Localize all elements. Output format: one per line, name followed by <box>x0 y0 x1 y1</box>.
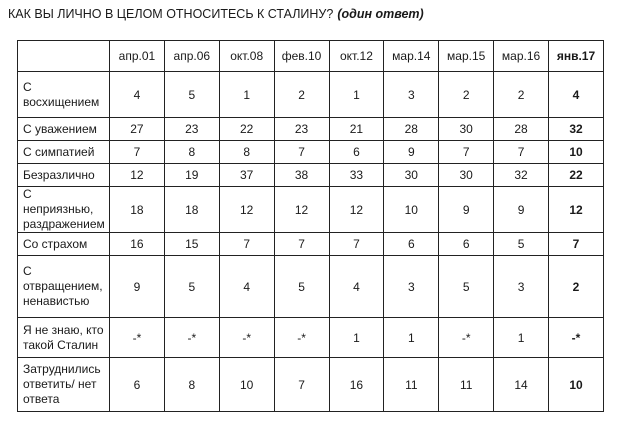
table-cell: 30 <box>439 164 494 187</box>
table-cell: 6 <box>329 141 384 164</box>
table-row <box>18 164 604 187</box>
row-label: С симпатией <box>18 141 110 164</box>
table-cell: 5 <box>164 256 219 318</box>
table-cell: 16 <box>110 233 165 256</box>
column-header: мар.16 <box>494 41 549 72</box>
table-cell: 3 <box>384 72 439 118</box>
column-header: апр.06 <box>164 41 219 72</box>
table-cell: -* <box>274 318 329 358</box>
table-cell: 14 <box>494 358 549 412</box>
table-cell: 7 <box>274 358 329 412</box>
table-cell: 7 <box>110 141 165 164</box>
column-header: янв.17 <box>549 41 604 72</box>
table-cell: 5 <box>274 256 329 318</box>
column-header: фев.10 <box>274 41 329 72</box>
table-row <box>18 233 604 256</box>
table-cell: 7 <box>439 141 494 164</box>
table-cell: -* <box>219 318 274 358</box>
survey-table <box>17 40 604 412</box>
table-cell: 4 <box>110 72 165 118</box>
table-cell: 28 <box>494 118 549 141</box>
table-cell: 4 <box>549 72 604 118</box>
table-cell: 2 <box>549 256 604 318</box>
table-cell: 2 <box>439 72 494 118</box>
table-cell: 12 <box>549 187 604 233</box>
table-cell: 5 <box>494 233 549 256</box>
table-cell: 2 <box>274 72 329 118</box>
table-cell: 22 <box>549 164 604 187</box>
table-cell: 9 <box>110 256 165 318</box>
table-cell: 38 <box>274 164 329 187</box>
table-cell: 5 <box>439 256 494 318</box>
table-body <box>18 72 604 412</box>
table-cell: 10 <box>549 358 604 412</box>
table-cell: 10 <box>384 187 439 233</box>
table-cell: 3 <box>384 256 439 318</box>
table-cell: 8 <box>219 141 274 164</box>
table-cell: 1 <box>384 318 439 358</box>
table-row <box>18 72 604 118</box>
table-cell: 7 <box>329 233 384 256</box>
question-text: КАК ВЫ ЛИЧНО В ЦЕЛОМ ОТНОСИТЕСЬ К СТАЛИНУ? <box>8 7 334 21</box>
table-cell: 6 <box>384 233 439 256</box>
column-header: окт.12 <box>329 41 384 72</box>
table-cell: 37 <box>219 164 274 187</box>
page-title <box>8 7 424 21</box>
table-cell: 4 <box>219 256 274 318</box>
question-note: (один ответ) <box>337 7 424 21</box>
table-cell: 2 <box>494 72 549 118</box>
table-cell: 30 <box>384 164 439 187</box>
table-cell: 5 <box>164 72 219 118</box>
table-cell: 11 <box>384 358 439 412</box>
table-row <box>18 141 604 164</box>
table-cell: 12 <box>110 164 165 187</box>
table-cell: 8 <box>164 141 219 164</box>
row-label: С восхищением <box>18 72 110 118</box>
table-cell: 6 <box>110 358 165 412</box>
table-cell: 12 <box>329 187 384 233</box>
table-cell: 11 <box>439 358 494 412</box>
table-cell: 10 <box>549 141 604 164</box>
table-cell: 7 <box>274 141 329 164</box>
column-header: апр.01 <box>110 41 165 72</box>
table-cell: 9 <box>439 187 494 233</box>
table-cell: 9 <box>494 187 549 233</box>
table-cell: 7 <box>549 233 604 256</box>
table-cell: 4 <box>329 256 384 318</box>
table-cell: 10 <box>219 358 274 412</box>
table-cell: 18 <box>164 187 219 233</box>
table-cell: 23 <box>274 118 329 141</box>
table-cell: 1 <box>494 318 549 358</box>
table-cell: -* <box>549 318 604 358</box>
table-cell: 32 <box>494 164 549 187</box>
table-cell: 8 <box>164 358 219 412</box>
table-cell: 21 <box>329 118 384 141</box>
table-cell: 23 <box>164 118 219 141</box>
corner-cell <box>18 41 110 72</box>
column-header: мар.14 <box>384 41 439 72</box>
table-cell: 9 <box>384 141 439 164</box>
table-cell: 32 <box>549 118 604 141</box>
table-cell: -* <box>110 318 165 358</box>
row-label: С уважением <box>18 118 110 141</box>
table-row <box>18 187 604 233</box>
table-cell: 7 <box>494 141 549 164</box>
table-cell: 27 <box>110 118 165 141</box>
table-cell: 7 <box>219 233 274 256</box>
row-label: Затруднились ответить/ нет ответа <box>18 358 110 412</box>
column-header: окт.08 <box>219 41 274 72</box>
table-cell: 6 <box>439 233 494 256</box>
table-cell: 12 <box>274 187 329 233</box>
table-row <box>18 118 604 141</box>
table-cell: 28 <box>384 118 439 141</box>
header-row <box>18 41 604 72</box>
table-cell: 33 <box>329 164 384 187</box>
table-cell: 1 <box>329 318 384 358</box>
table-row <box>18 318 604 358</box>
column-header: мар.15 <box>439 41 494 72</box>
row-label: С неприязнью, раздражением <box>18 187 110 233</box>
table-cell: -* <box>164 318 219 358</box>
table-cell: 12 <box>219 187 274 233</box>
table-cell: 19 <box>164 164 219 187</box>
table-cell: 16 <box>329 358 384 412</box>
table-cell: 3 <box>494 256 549 318</box>
row-label: С отвращением, ненавистью <box>18 256 110 318</box>
table-cell: 30 <box>439 118 494 141</box>
table-cell: 18 <box>110 187 165 233</box>
table-row <box>18 358 604 412</box>
table-row <box>18 256 604 318</box>
table-cell: 15 <box>164 233 219 256</box>
row-label: Со страхом <box>18 233 110 256</box>
table-cell: 1 <box>219 72 274 118</box>
table-cell: 7 <box>274 233 329 256</box>
table-cell: -* <box>439 318 494 358</box>
table-cell: 22 <box>219 118 274 141</box>
table-cell: 1 <box>329 72 384 118</box>
row-label: Я не знаю, кто такой Сталин <box>18 318 110 358</box>
row-label: Безразлично <box>18 164 110 187</box>
